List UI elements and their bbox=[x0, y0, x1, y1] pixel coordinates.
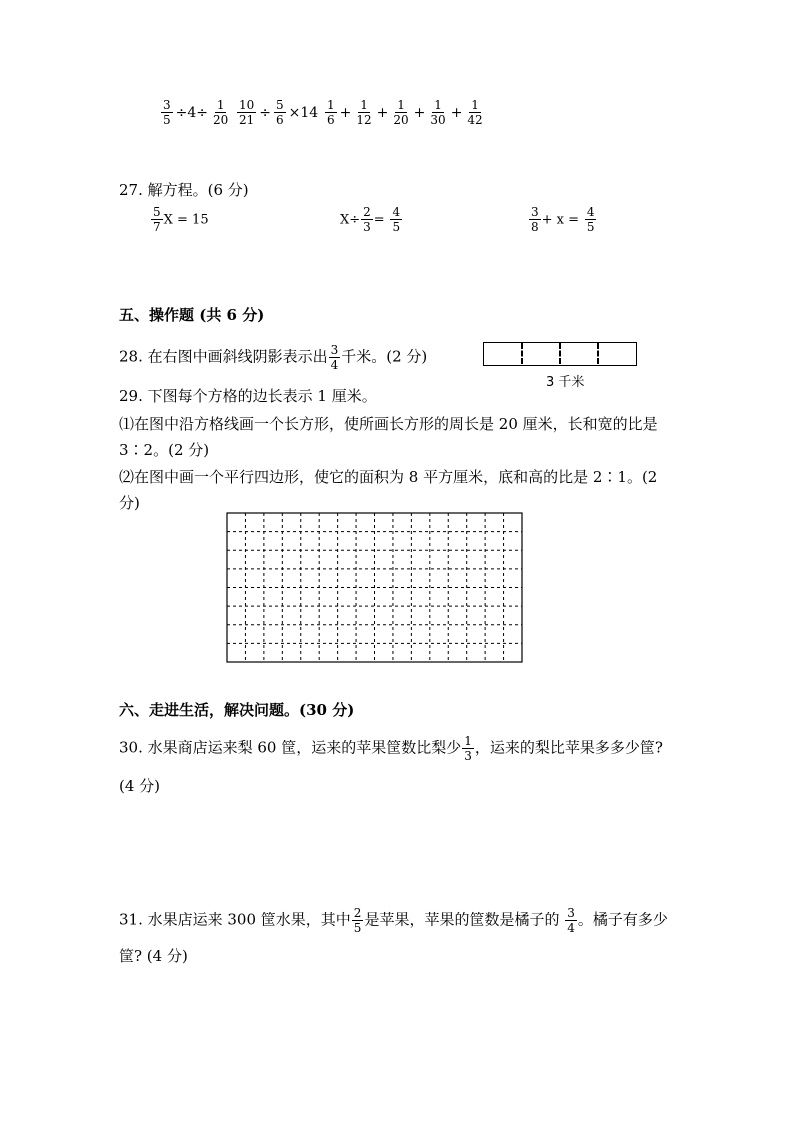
q26-expr-2: $\frac{10}{21}$ ÷ $\frac{5}{6}$ ×14 bbox=[239, 98, 319, 127]
q31-text: 31. 水果店运来 300 筐水果，其中 $\frac{2}{5}$ 是苹果，苹果的筐数是橘子的 $\frac{3}{4}$ 。橘子有多少 bbox=[119, 906, 668, 935]
fraction: $\frac{2}{3}$ bbox=[363, 205, 371, 234]
q31-line2: 筐? (4 分) bbox=[119, 947, 188, 965]
q29-line2: ⑴在图中沿方格线画一个长方形，使所画长方形的周长是 20 厘米，长和宽的比是 bbox=[119, 415, 658, 433]
fraction: $\frac{1}{30}$ bbox=[430, 98, 446, 127]
fraction: $\frac{1}{12}$ bbox=[356, 98, 372, 127]
fraction: $\frac{3}{8}$ bbox=[531, 205, 539, 234]
fraction: $\frac{3}{4}$ bbox=[330, 343, 339, 372]
q28-bar-label: 3 千米 bbox=[546, 375, 585, 390]
q26-expr-3: $\frac{1}{6}$ + $\frac{1}{12}$ + $\frac{1}{20}$ + $\frac{1}{30}$ + $\frac{1}{42}$ bbox=[327, 98, 483, 127]
fraction: $\frac{1}{20}$ bbox=[393, 98, 409, 127]
square-grid[interactable] bbox=[226, 512, 524, 664]
fraction: $\frac{5}{7}$ bbox=[153, 205, 161, 234]
fraction: $\frac{3}{5}$ bbox=[163, 98, 171, 127]
q30-line2: (4 分) bbox=[119, 777, 161, 795]
fraction: $\frac{4}{5}$ bbox=[586, 205, 595, 234]
fraction: $\frac{2}{5}$ bbox=[353, 906, 362, 935]
q29-line5: 分) bbox=[119, 494, 140, 512]
fraction: $\frac{1}{6}$ bbox=[327, 98, 335, 127]
section6-title: 六、走进生活，解决问题。(30 分) bbox=[119, 701, 355, 719]
q27-eq3: $\frac{3}{8}$ + x = $\frac{4}{5}$ bbox=[531, 205, 595, 234]
q27-eq1: $\frac{5}{7}$ X = 15 bbox=[153, 205, 209, 234]
q27-eq2: X÷ $\frac{2}{3}$ = $\frac{4}{5}$ bbox=[340, 205, 401, 234]
bar-divider bbox=[559, 343, 561, 364]
fraction: $\frac{4}{5}$ bbox=[392, 205, 401, 234]
bar-divider bbox=[521, 343, 523, 364]
fraction: $\frac{5}{6}$ bbox=[276, 98, 284, 127]
fraction: $\frac{1}{42}$ bbox=[467, 98, 483, 127]
q28-bar[interactable] bbox=[483, 342, 637, 366]
fraction: $\frac{1}{3}$ bbox=[464, 734, 472, 763]
fraction: $\frac{1}{20}$ bbox=[213, 98, 229, 127]
q26-expr-1: $\frac{3}{5}$ ÷4÷ $\frac{1}{20}$ bbox=[163, 98, 229, 127]
q29-line3: 3∶2。(2 分) bbox=[119, 441, 210, 459]
fraction: $\frac{10}{21}$ bbox=[239, 98, 255, 127]
q29-line4: ⑵在图中画一个平行四边形，使它的面积为 8 平方厘米，底和高的比是 2∶1。(2 bbox=[119, 468, 658, 486]
fraction: $\frac{3}{4}$ bbox=[567, 906, 575, 935]
q29-line1: 29. 下图每个方格的边长表示 1 厘米。 bbox=[119, 387, 377, 405]
q27-title: 27. 解方程。(6 分) bbox=[119, 181, 249, 199]
section5-title: 五、操作题 (共 6 分) bbox=[119, 306, 265, 324]
q28-text: 28. 在右图中画斜线阴影表示出 $\frac{3}{4}$ 千米。(2 分) bbox=[119, 343, 428, 372]
bar-divider bbox=[597, 343, 599, 364]
q30-text: 30. 水果商店运来梨 60 筐，运来的苹果筐数比梨少 $\frac{1}{3}$ ，运来的梨比苹果多多少筐? bbox=[119, 734, 663, 763]
